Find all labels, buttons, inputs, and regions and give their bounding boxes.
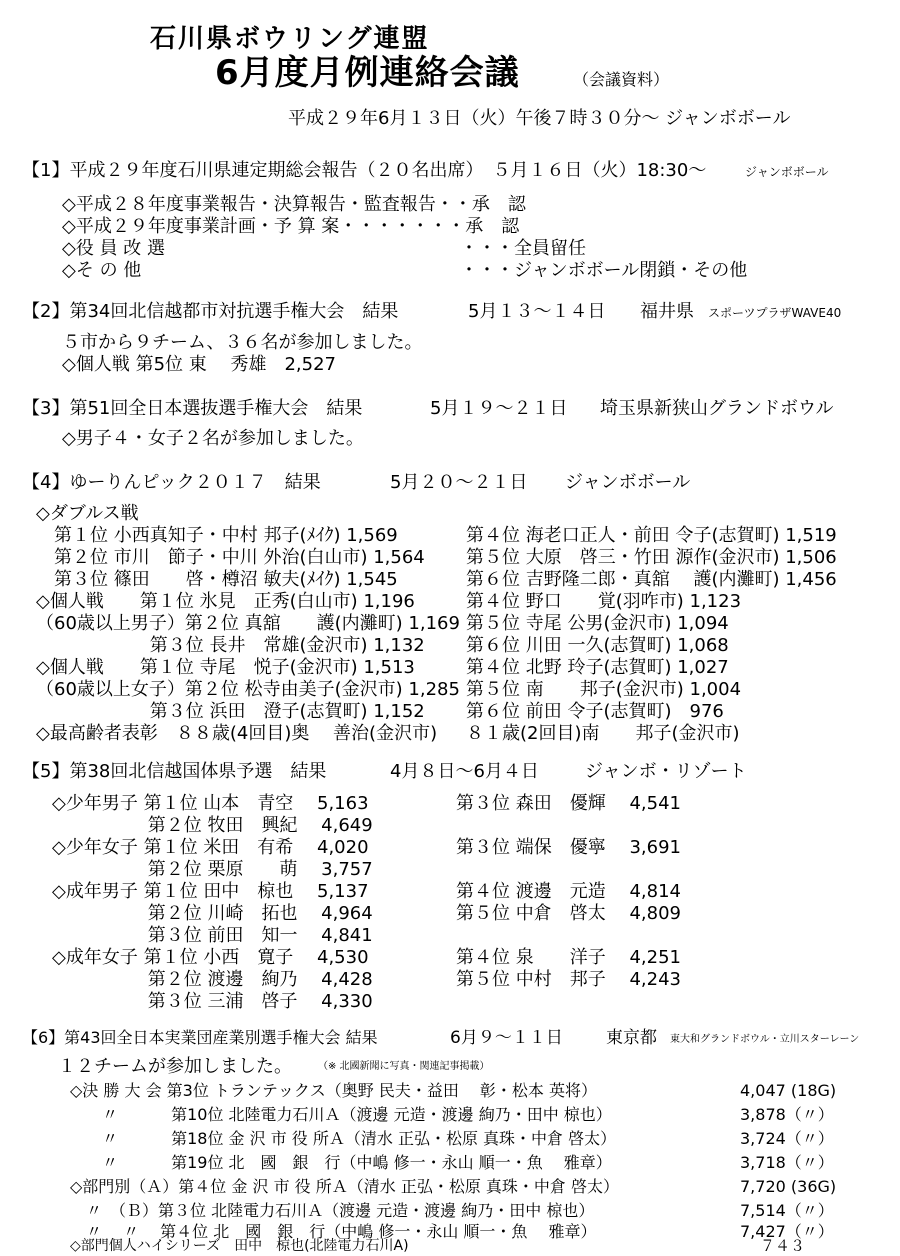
result-left: 〃 第10位 北陸電力石川Ａ（渡邊 元造・渡邊 絢乃・田中 椋也）: [70, 1105, 612, 1124]
result-right: 第６位 川田 一久(志賀町) 1,068: [466, 635, 729, 656]
result-left: 第３位 篠田 啓・樽沼 敏夫(ﾒｲｸ) 1,545: [36, 569, 398, 590]
section-line: ５市から９チーム、３６名が参加しました。: [62, 332, 423, 353]
result-right: 第４位 北野 玲子(志賀町) 1,027: [466, 657, 729, 678]
result-left: ◇少年男子 第１位 山本 青空 5,163: [52, 793, 369, 814]
result-right: 第４位 渡邊 元造 4,814: [456, 881, 681, 902]
list-item: ◇平成２８年度事業報告・決算報告・監査報告・・承 認: [62, 194, 526, 215]
result-right: ８１歳(2回目)南 邦子(金沢市): [466, 723, 740, 744]
section-heading: 【3】第51回全日本選抜選手権大会 結果: [22, 398, 363, 419]
list-item-result: ・・・全員留任: [460, 238, 586, 259]
result-right: 7,427（〃）: [740, 1222, 834, 1241]
result-left: 第２位 栗原 萌 3,757: [52, 859, 373, 880]
result-right: 第４位 野口 覚(羽咋市) 1,123: [466, 591, 742, 612]
result-left: 〃 第18位 金 沢 市 役 所Ａ（清水 正弘・松原 真珠・中倉 啓太）: [70, 1129, 617, 1148]
meeting-datetime: 平成２９年6月１３日（火）午後７時３０分～ ジャンボボール: [288, 108, 791, 129]
result-left: 第３位 三浦 啓子 4,330: [52, 991, 373, 1012]
result-right: 第５位 寺尾 公男(金沢市) 1,094: [466, 613, 729, 634]
section-venue: ジャンボボール: [565, 472, 691, 493]
result-left: （60歳以上男子）第２位 真舘 護(内灘町) 1,169: [36, 613, 460, 634]
result-left: ◇部門個人ハイシリーズ 田中 椋也(北陸電力石川A): [70, 1238, 409, 1254]
section-venue: 埼玉県新狭山グランドボウル: [600, 398, 834, 419]
section-venue: ジャンボボール: [745, 165, 829, 179]
section-dates: 5月１９～２１日: [430, 398, 568, 419]
result-left: ◇ダブルス戦: [36, 503, 139, 524]
result-right: 第３位 端保 優寧 3,691: [456, 837, 681, 858]
result-left: 第２位 市川 節子・中川 外治(白山市) 1,564: [36, 547, 425, 568]
result-left: 第３位 浜田 澄子(志賀町) 1,152: [36, 701, 425, 722]
result-right: 4,047 (18G): [740, 1081, 837, 1100]
result-right: 第６位 前田 令子(志賀町) 976: [466, 701, 724, 722]
result-left: 〃 （Ｂ）第３位 北陸電力石川Ａ（渡邊 元造・渡邊 絢乃・田中 椋也）: [70, 1201, 595, 1220]
section-place: 福井県: [640, 301, 694, 322]
result-right: 3,718（〃）: [740, 1153, 834, 1172]
list-item: ◇平成２９年度事業計画・予 算 案・・・・・・・承 認: [62, 216, 520, 237]
result-right: 第４位 海老口正人・前田 令子(志賀町) 1,519: [466, 525, 837, 546]
result-right: 第４位 泉 洋子 4,251: [456, 947, 681, 968]
result-right: 第５位 中村 邦子 4,243: [456, 969, 681, 990]
section-dates: 4月８日～6月４日: [390, 761, 539, 782]
result-left: ◇最高齢者表彰 ８８歳(4回目)奥 善治(金沢市): [36, 723, 438, 744]
section-heading: 【6】第43回全日本実業団産業別選手権大会 結果: [22, 1028, 378, 1047]
result-left: 〃 第19位 北 國 銀 行（中嶋 修一・永山 順一・魚 雅章）: [70, 1153, 612, 1172]
section-line: ◇男子４・女子２名が参加しました。: [62, 428, 364, 449]
result-left: ◇決 勝 大 会 第3位 トランテックス（奥野 民夫・益田 彰・松本 英将）: [70, 1081, 598, 1100]
result-left: ◇少年女子 第１位 米田 有希 4,020: [52, 837, 369, 858]
section-dates: 5月１３～１４日: [468, 301, 606, 322]
section-heading: 【1】平成２９年度石川県連定期総会報告（２０名出席） ５月１６日（火）18:30～: [22, 160, 707, 181]
result-left: ◇成年女子 第１位 小西 寛子 4,530: [52, 947, 369, 968]
title-note: （会議資料）: [573, 70, 670, 89]
result-right: 第５位 大原 啓三・竹田 源作(金沢市) 1,506: [466, 547, 837, 568]
section-note: （※ 北國新聞に写真・関連記事掲載）: [318, 1061, 490, 1072]
section-heading: 【2】第34回北信越都市対抗選手権大会 結果: [22, 301, 399, 322]
result-right: 7,720 (36G): [740, 1177, 837, 1196]
section-heading: 【5】第38回北信越国体県予選 結果: [22, 761, 327, 782]
result-left: 第３位 長井 常雄(金沢市) 1,132: [36, 635, 425, 656]
section-heading: 【4】ゆーりんピック２０１７ 結果: [22, 472, 321, 493]
result-left: ◇個人戦 第１位 氷見 正秀(白山市) 1,196: [36, 591, 415, 612]
list-item: ◇そ の 他: [62, 260, 142, 281]
list-item: ◇役 員 改 選: [62, 238, 166, 259]
result-right: 第５位 中倉 啓太 4,809: [456, 903, 681, 924]
organization-name: 石川県ボウリング連盟: [150, 24, 430, 54]
section-dates: 6月９～１１日: [450, 1028, 563, 1048]
result-left: 〃 〃 第４位 北 國 銀 行（中嶋 修一・永山 順一・魚 雅章）: [70, 1222, 597, 1241]
result-right: 第６位 吉野隆二郎・真舘 護(内灘町) 1,456: [466, 569, 837, 590]
section-venue: 東大和グランドボウル・立川スターレーン: [670, 1034, 860, 1045]
result-right: ７４３: [760, 1237, 806, 1255]
section-intro: １２チームが参加しました。: [58, 1056, 292, 1077]
document-title: 6月度月例連絡会議: [215, 53, 520, 93]
result-left: 第２位 川崎 拓也 4,964: [52, 903, 373, 924]
result-left: 第２位 牧田 興紀 4,649: [52, 815, 373, 836]
section-venue: スポーツプラザWAVE40: [708, 306, 842, 320]
result-left: （60歳以上女子）第２位 松寺由美子(金沢市) 1,285: [36, 679, 460, 700]
result-right: 第５位 南 邦子(金沢市) 1,004: [466, 679, 742, 700]
result-left: 第２位 渡邊 絢乃 4,428: [52, 969, 373, 990]
result-left: ◇部門別（Ａ）第４位 金 沢 市 役 所Ａ（清水 正弘・松原 真珠・中倉 啓太）: [70, 1177, 619, 1196]
result-right: 第３位 森田 優輝 4,541: [456, 793, 681, 814]
result-left: ◇個人戦 第１位 寺尾 悦子(金沢市) 1,513: [36, 657, 415, 678]
result-right: 7,514（〃）: [740, 1201, 834, 1220]
section-venue: ジャンボ・リゾート: [585, 761, 747, 782]
section-place: 東京都: [606, 1028, 657, 1048]
result-left: 第１位 小西真知子・中村 邦子(ﾒｲｸ) 1,569: [36, 525, 398, 546]
result-left: ◇成年男子 第１位 田中 椋也 5,137: [52, 881, 369, 902]
list-item-result: ・・・ジャンボボール閉鎖・その他: [460, 260, 748, 281]
result-right: 3,878（〃）: [740, 1105, 834, 1124]
result-right: 3,724（〃）: [740, 1129, 834, 1148]
result-left: 第３位 前田 知一 4,841: [52, 925, 373, 946]
section-dates: 5月２０～２１日: [390, 472, 528, 493]
section-line: ◇個人戦 第5位 東 秀雄 2,527: [62, 354, 336, 375]
